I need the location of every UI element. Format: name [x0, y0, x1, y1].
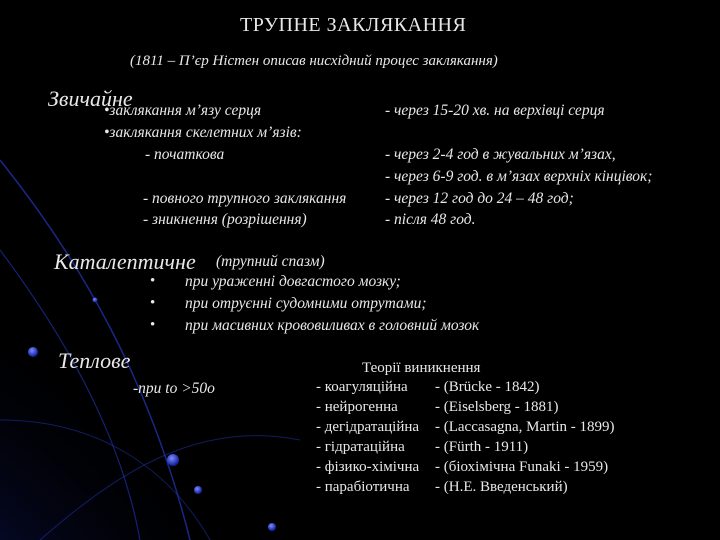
page-subtitle: (1811 – П’єр Ністен описав нисхідний процес заклякання): [130, 53, 498, 69]
theory-name: - коагуляційна: [316, 379, 408, 395]
theory-author: - (Brücke - 1842): [435, 379, 540, 395]
list-item: при отруєнні судомними отрутами;: [185, 295, 427, 312]
theory-name: - гідратаційна: [316, 439, 405, 455]
glow-dot-1: [28, 347, 38, 357]
page-title: ТРУПНЕ ЗАКЛЯКАННЯ: [240, 14, 467, 36]
theory-name: - дегідратаційна: [316, 419, 420, 435]
row-initial-label: - початкова: [145, 146, 225, 163]
theory-author: - (Eiselsberg - 1881): [435, 399, 559, 415]
glow-dot-4: [268, 523, 276, 531]
section-heading-ordinary: Звичайне: [48, 86, 133, 111]
row-initial-time-2: - через 6-9 год. в м’язах верхніх кінцівок;: [385, 168, 653, 185]
list-item: при ураженні довгастого мозку;: [185, 273, 401, 290]
theory-author: - (біохімічна Funaki - 1959): [435, 459, 609, 475]
section-heading-thermal: Теплове: [58, 348, 131, 373]
theory-name: - фізико-хімічна: [316, 459, 420, 475]
section-heading-cataleptic-note: (трупний спазм): [216, 253, 325, 270]
glow-dot-2: [167, 454, 179, 466]
row-heart-time: - через 15-20 хв. на верхівці серця: [385, 102, 605, 119]
glow-dot-3: [194, 486, 202, 494]
bullet-icon: •: [150, 295, 156, 311]
glow-dot-5: [93, 298, 98, 303]
theory-author: - (Laccasagna, Martin - 1899): [435, 419, 615, 435]
thermal-condition: -при to >50o: [133, 380, 215, 397]
theory-name: - нейрогенна: [316, 399, 398, 415]
theory-name: - парабіотична: [316, 479, 410, 495]
row-initial-time-1: - через 2-4 год в жувальних м’язах,: [385, 146, 616, 163]
theory-author: - (Н.Е. Введенський): [435, 479, 568, 495]
bullet-icon: •: [150, 273, 156, 289]
row-full-time: - через 12 год до 24 – 48 год;: [385, 190, 574, 207]
theory-author: - (Fürth - 1911): [435, 439, 529, 455]
row-full-label: - повного трупного заклякання: [143, 190, 347, 207]
list-item: при масивних крововиливах в головний мозок: [185, 317, 480, 334]
row-resolve-label: - зникнення (розрішення): [143, 211, 307, 228]
row-skeletal-label: •заклякання скелетних м’язів:: [104, 124, 302, 141]
row-heart-label: •заклякання м’язу серця: [104, 102, 262, 119]
section-heading-cataleptic: Каталептичне: [54, 249, 196, 274]
row-resolve-time: - після 48 год.: [385, 211, 476, 228]
theories-title: Теорії виникнення: [362, 360, 481, 376]
bullet-icon: •: [150, 317, 156, 333]
